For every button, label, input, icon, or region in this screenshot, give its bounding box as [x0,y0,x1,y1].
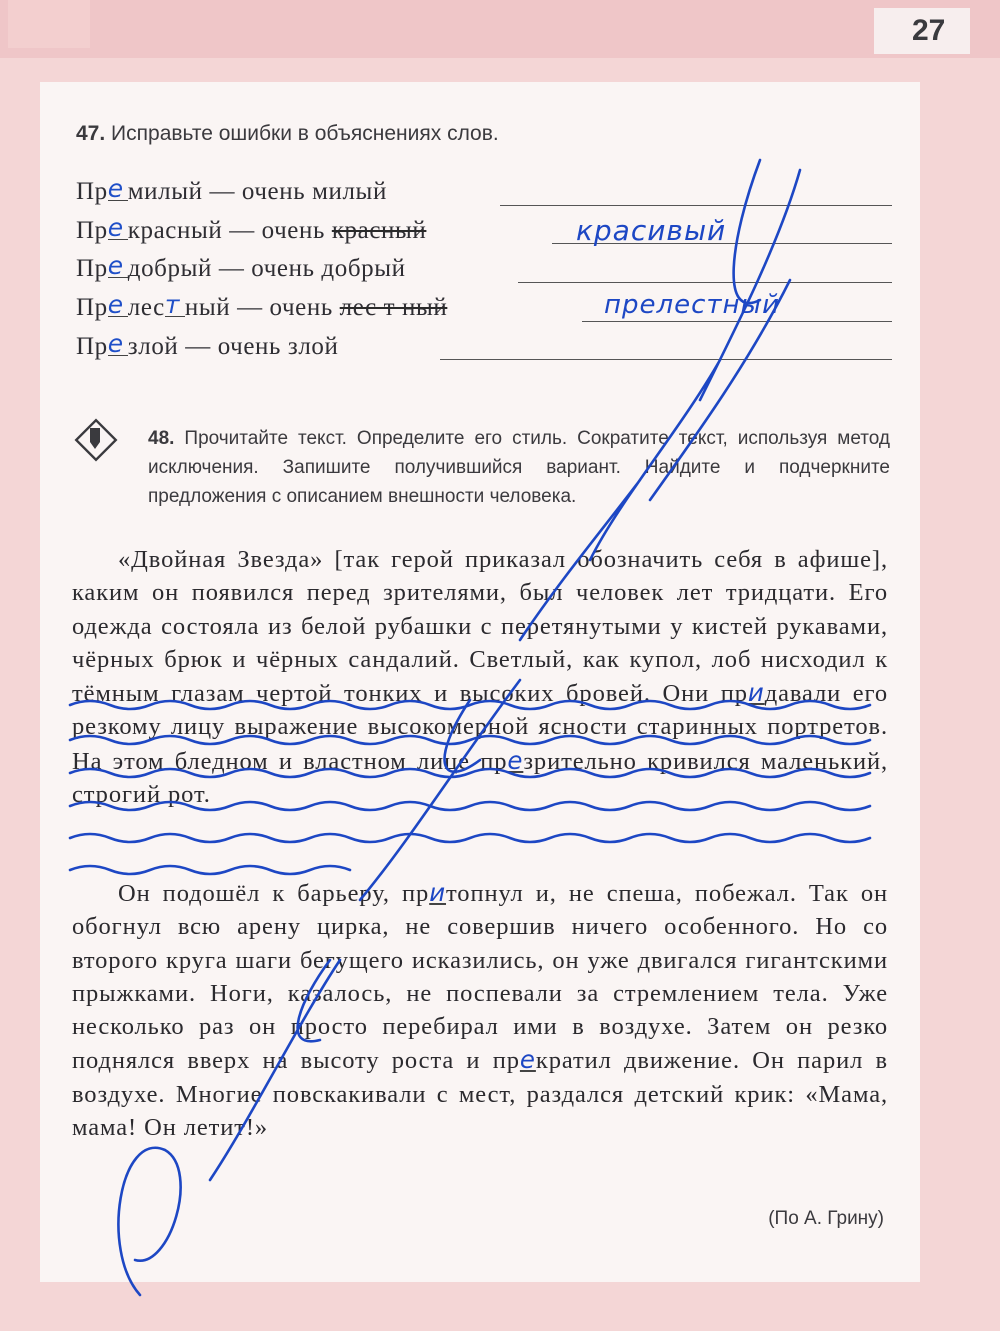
word-part: лес [127,294,165,321]
word-line-3 [76,251,406,289]
pencil-diamond-icon [74,418,118,462]
filled-gap [164,290,185,322]
word-prefix: Пр [76,255,108,282]
word-prefix: Пр [76,333,108,360]
word-prefix: Пр [76,217,108,244]
handwritten-letter: е [107,251,124,280]
text-segment: зрительно кривился маленький, строгий рот. [72,747,888,809]
page-number: 27 [874,8,970,54]
word-prefix: Пр [76,178,108,205]
text-segment: топнул и, не спеша, побежал. Так он обогнул всю арену цирка, не совершив ничего особенного. Но со второго круга шаги бегущего исказились, он уже двигался гигантскими прыжками. Ноги, казалось, не поспевали за стремлением тела. Уже несколько раз он просто перебирал ими в воздухе. Затем он резко поднялся вверх на высоту роста и пр [72,880,888,1075]
filled-gap [107,329,128,361]
handwritten-letter: е [107,290,124,319]
word-line-5 [76,329,339,367]
answer-line-1[interactable] [500,205,892,206]
task-48-number: 48. [148,428,175,449]
answer-line-5[interactable] [440,359,892,360]
text-paragraph-1 [72,543,888,811]
task-48-instruction-block [148,424,890,511]
handwritten-letter: е [507,745,524,775]
handwritten-letter: е [107,174,124,203]
text-segment: кратил движение. Он парил в воздухе. Многие повскакивали с мест, раздался детский крик: «Мама, мама! Он летит!» [72,1047,889,1142]
task-47-title [76,122,499,146]
word-line-2 [76,213,427,251]
handwritten-answer-2: красивый [576,214,727,247]
filled-gap [107,174,128,206]
text-segment: «Двойная Звезда» [так герой приказал обозначить себя в афише], каким он появился перед зрителями, был человек лет тридцати. Его одежда состояла из белой рубашки с перетянутыми у кистей рукавами, чёрных брюк и чёрных сандалий. Светлый, как купол, лоб нисходил к тёмным глазам чертой тонких и высоких бровей. Они пр [72,546,888,708]
source-attribution: (По А. Грину) [768,1208,884,1229]
header-tab [8,0,90,48]
word-line-1 [76,174,387,212]
text-segment: давали его резкому лицу выражение высокомерной ясности старинных портретов. На этом бледном и властном лице пр [72,680,888,775]
word-explanation: милый — очень милый [127,178,387,205]
struck-word: лес т ный [339,294,448,321]
word-prefix: Пр [76,294,108,321]
answer-line-3[interactable] [518,282,892,283]
task-47-number: 47. [76,122,106,145]
word-explanation: злой — очень злой [127,333,339,360]
filled-gap [107,213,128,245]
handwritten-letter: и [429,878,447,907]
text-paragraph-2 [72,876,888,1144]
struck-word: красный [331,217,427,244]
word-explanation: ный — очень [184,294,340,321]
filled-gap [107,290,128,322]
task-47-instruction: Исправьте ошибки в объяснениях слов. [111,122,499,145]
text-segment: Он подошёл к барьеру, пр [118,880,430,907]
task-48-instruction: Прочитайте текст. Определите его стиль. Сократите текст, используя метод исключения. Запишите получившийся вариант. Найдите и подчеркните предложения с описанием внешности человека. [148,428,891,507]
handwritten-letter: е [519,1045,536,1075]
handwritten-letter: т [164,290,181,319]
word-line-4 [76,290,448,328]
filled-gap [107,251,128,283]
word-explanation: красный — очень [127,217,332,244]
answer-line-4[interactable] [582,321,892,322]
handwritten-answer-4: прелестный [604,290,780,320]
header-strip [0,0,1000,58]
handwritten-letter: е [107,329,124,358]
handwritten-letter: е [107,213,124,242]
word-explanation: добрый — очень добрый [127,255,406,282]
handwritten-letter: и [747,678,765,708]
